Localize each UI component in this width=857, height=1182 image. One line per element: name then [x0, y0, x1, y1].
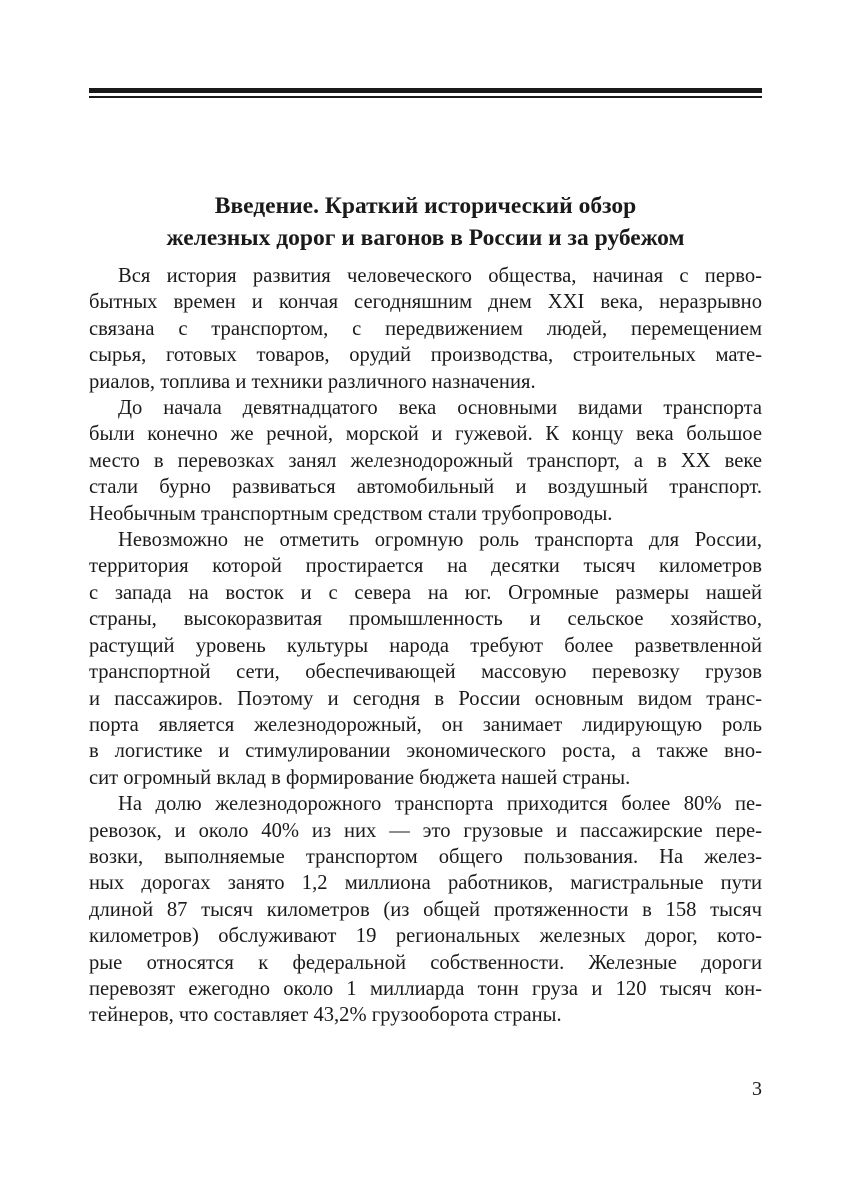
text-line: Невозможно не отметить огромную роль транспорта для России,: [118, 529, 762, 552]
text-line: ревозок, и около 40% из них — это грузовые и пассажирские пере-: [89, 819, 762, 842]
text-line: с запада на восток и с севера на юг. Огромные размеры нашей: [89, 581, 762, 604]
paragraph-1: [89, 263, 762, 395]
text-line: Вся история развития человеческого общества, начиная с перво-: [118, 265, 762, 287]
text-line: сит огромный вклад в формирование бюджета нашей страны.: [89, 766, 631, 789]
paragraph-4: [89, 791, 762, 1029]
paragraph-3: [89, 527, 762, 791]
text-line: длиной 87 тысяч километров (из общей протяженности в 158 тысяч: [89, 898, 762, 921]
text-line: До начала девятнадцатого века основными видами транспорта: [118, 397, 762, 420]
text-line: порта является железнодорожный, он занимает лидирующую роль: [89, 713, 762, 736]
text-line: риалов, топлива и техники различного назначения.: [89, 370, 536, 393]
text-line: бытных времен и кончая сегодняшним днем XXI века, неразрывно: [89, 291, 762, 314]
page-number: 3: [752, 1078, 762, 1100]
text-line: перевозят ежегодно около 1 миллиарда тонн груза и 120 тысяч кон-: [89, 977, 762, 1000]
text-line: страны, высокоразвитая промышленность и сельское хозяйство,: [89, 608, 762, 631]
text-line: Необычным транспортным средством стали трубопроводы.: [89, 502, 613, 525]
text-line: растущий уровень культуры народа требуют более разветвленной: [89, 634, 762, 657]
text-line: и пассажиров. Поэтому и сегодня в России основным видом транс-: [89, 687, 762, 710]
text-line: возки, выполняемые транспортом общего пользования. На желез-: [89, 845, 762, 868]
text-line: На долю железнодорожного транспорта приходится более 80% пе-: [118, 793, 762, 816]
chapter-heading-line-2: железных дорог и вагонов в России и за рубежом: [166, 225, 685, 251]
body-text: [89, 263, 762, 1029]
text-line: были конечно же речной, морской и гужевой. К концу века большое: [89, 423, 762, 446]
text-line: территория которой простирается на десятки тысяч километров: [89, 555, 762, 578]
text-line: связана с транспортом, с передвижением людей, перемещением: [89, 317, 762, 340]
text-line: место в перевозках занял железнодорожный транспорт, а в XX веке: [89, 449, 762, 472]
header-rule-thick: [89, 88, 762, 93]
text-line: рые относятся к федеральной собственности. Железные дороги: [89, 951, 762, 974]
text-line: километров) обслуживают 19 региональных железных дорог, кото-: [89, 925, 762, 948]
chapter-heading-line-1: Введение. Краткий исторический обзор: [214, 193, 637, 219]
text-line: стали бурно развиваться автомобильный и воздушный транспорт.: [89, 476, 762, 499]
header-rule-thin: [89, 96, 762, 98]
chapter-heading: [89, 190, 762, 254]
paragraph-2: [89, 395, 762, 527]
text-line: сырья, готовых товаров, орудий производства, строительных мате-: [89, 344, 762, 367]
text-line: в логистике и стимулировании экономического роста, а также вно-: [89, 740, 762, 763]
text-line: транспортной сети, обеспечивающей массовую перевозку грузов: [89, 661, 762, 684]
text-line: ных дорогах занято 1,2 миллиона работников, магистральные пути: [89, 872, 762, 895]
text-line: тейнеров, что составляет 43,2% грузооборота страны.: [89, 1004, 562, 1027]
